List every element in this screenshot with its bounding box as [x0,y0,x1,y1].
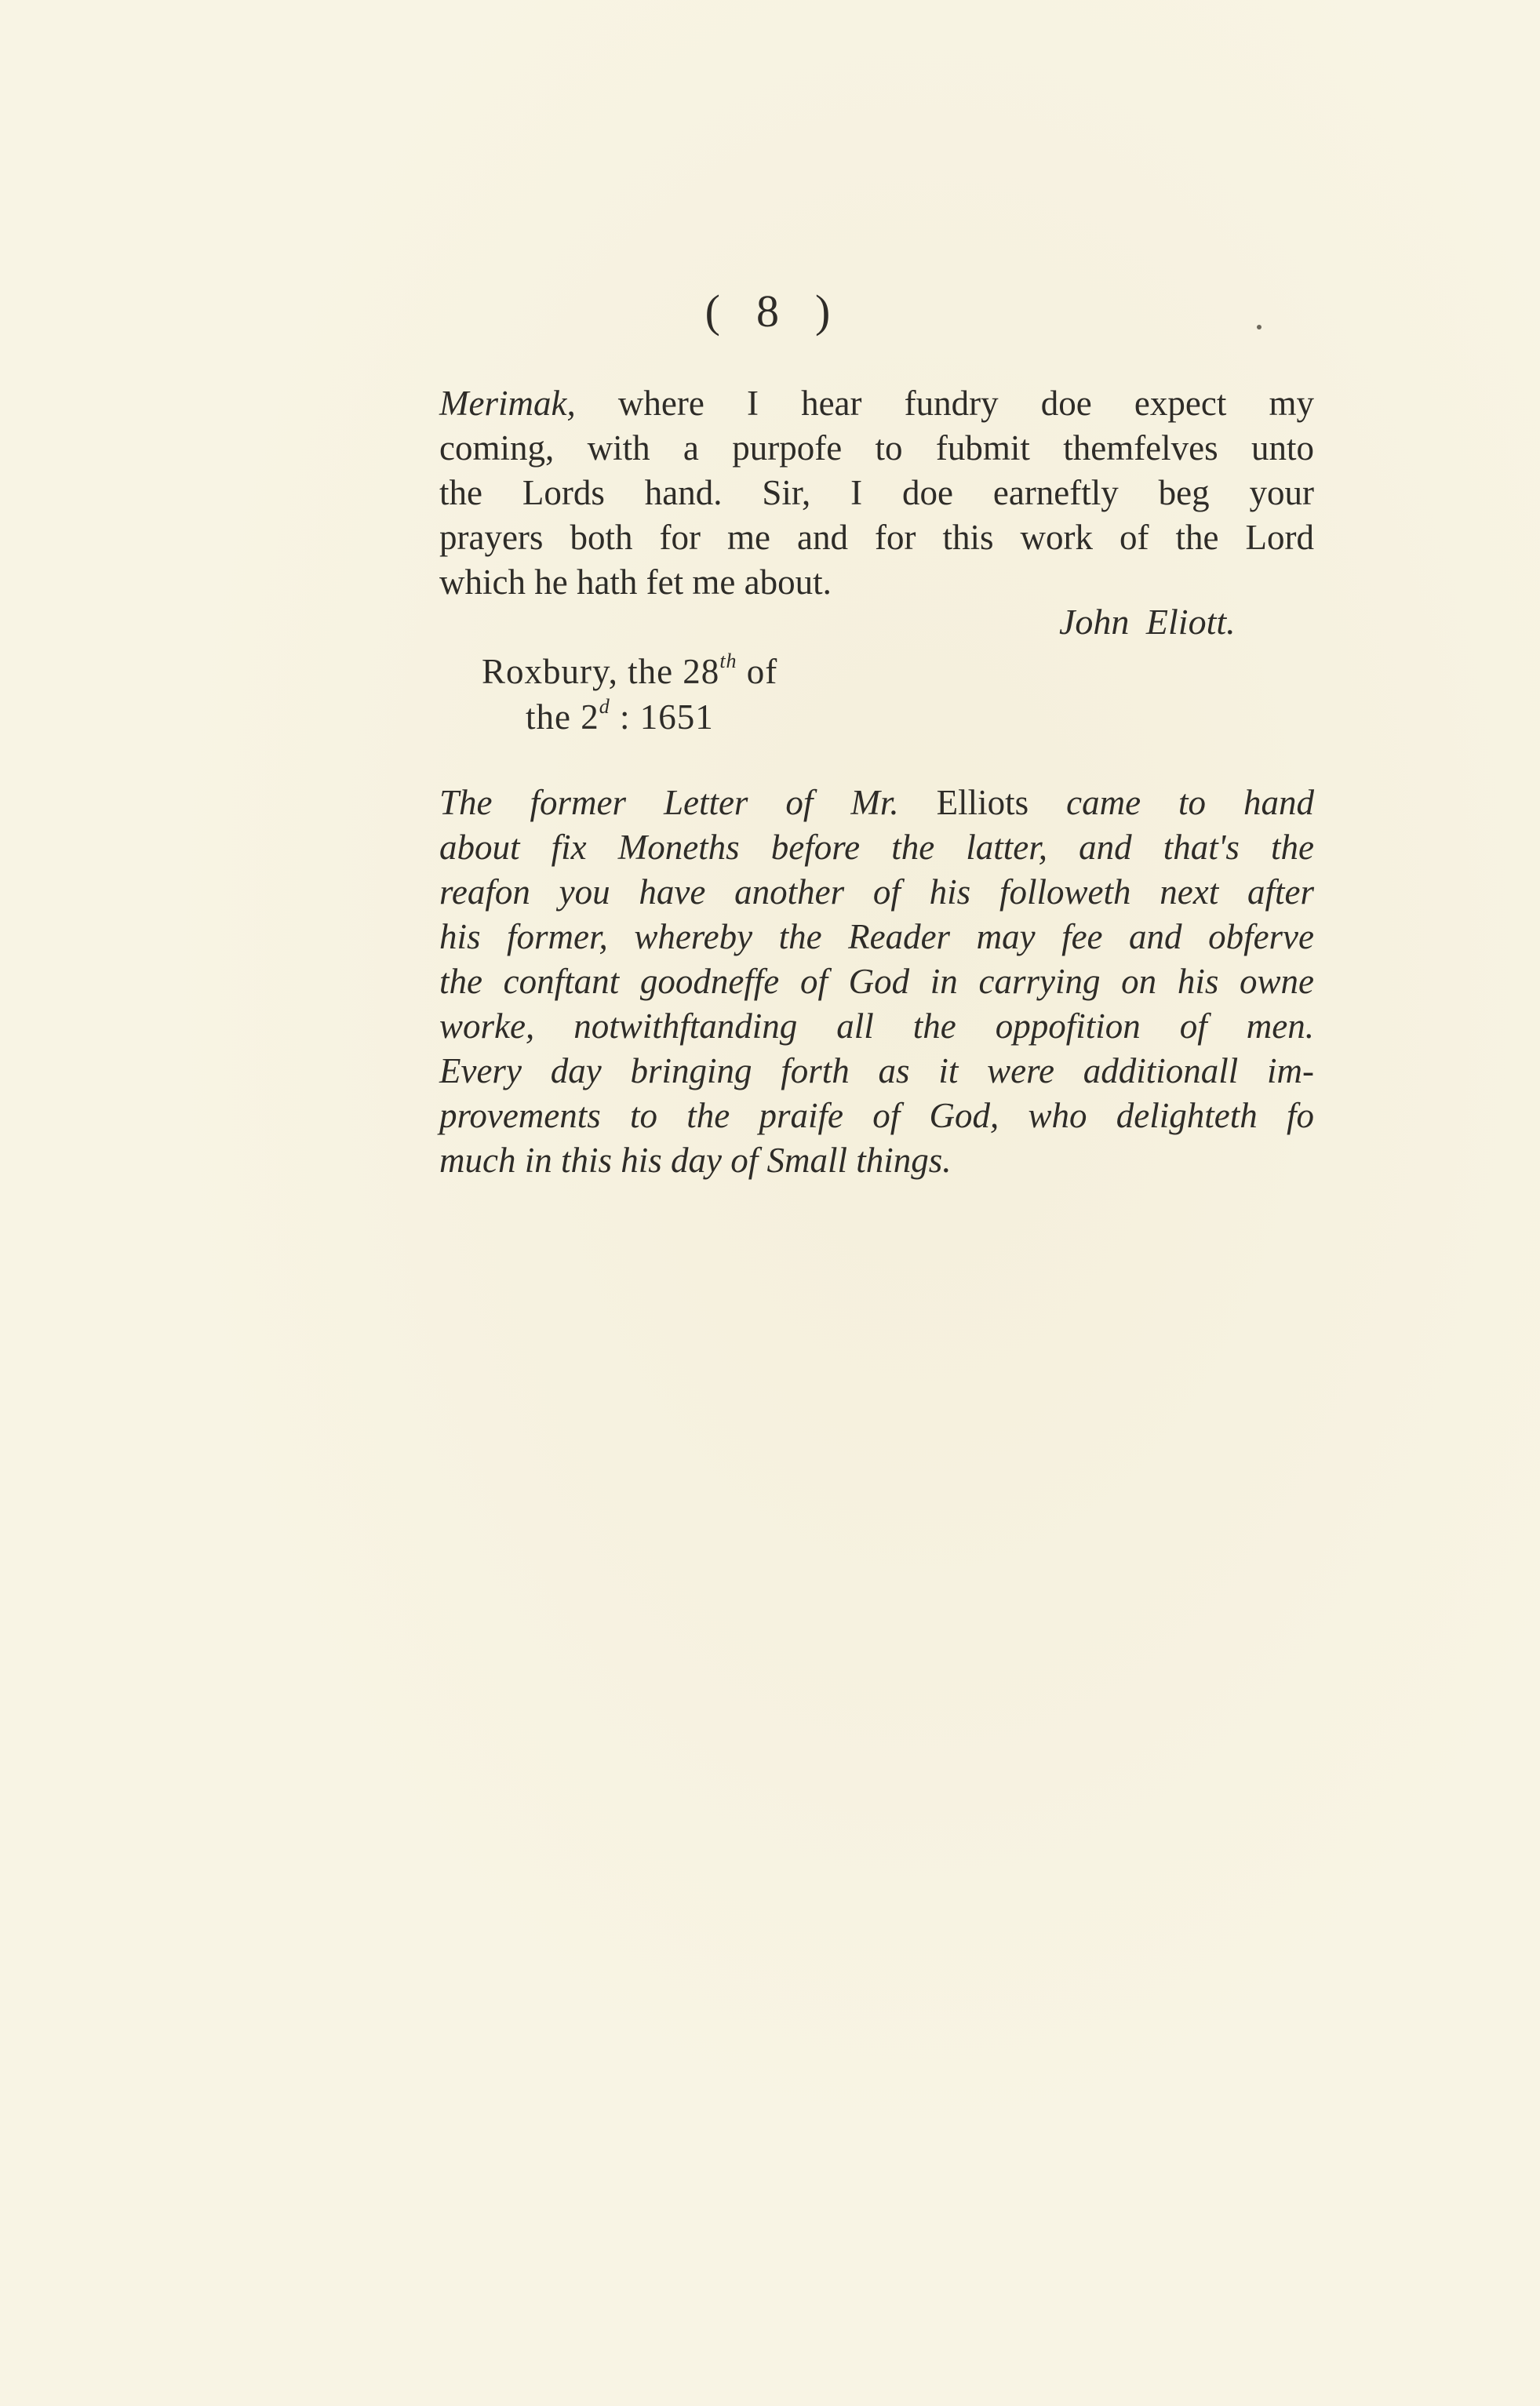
dateline-line-2 [526,697,714,735]
editorial-line [439,1049,1314,1094]
letter-line-text: where I hear fundry doe expect my [575,384,1314,423]
editorial-text-italic: provements to the praife of God, who delighteth fo [439,1096,1314,1135]
dateline-of: of [737,652,778,691]
editorial-line [439,915,1314,959]
editorial-line [439,870,1314,915]
editorial-text-italic: came to hand [1028,783,1315,822]
page-number-value: 8 [756,286,784,337]
page-number-close-paren: ) [815,286,836,337]
letter-line [439,381,1314,426]
editorial-note [439,781,1314,1183]
editorial-line [439,1094,1314,1138]
letter-line: coming, with a purpofe to fubmit themfelves unto [439,428,1314,468]
editorial-text-italic: the conftant goodneffe of God in carrying on his owne [439,962,1314,1001]
editorial-text-italic: his former, whereby the Reader may fee and obferve [439,917,1314,956]
dateline-line-1 [482,651,777,690]
dateline-place: Roxbury, the 28 [482,652,720,691]
editorial-text-italic: reafon you have another of his followeth next after [439,872,1314,912]
dateline-ordinal: d [599,695,610,718]
editorial-text-italic: The former Letter of Mr. [439,783,937,822]
letter-continuation [439,381,1314,605]
letter-line-italic: Merimak, [439,384,576,423]
dateline-ordinal: th [719,650,737,672]
editorial-line [439,959,1314,1004]
dateline-month: the 2 [526,697,599,737]
editorial-line [439,1004,1314,1049]
editorial-line [439,781,1314,825]
editorial-text-italic: much in this his day of Small things. [439,1141,952,1180]
letter-line: prayers both for me and for this work of the Lord [439,518,1314,557]
editorial-line [439,825,1314,870]
editorial-text-italic: Every day bringing forth as it were additionall im- [439,1051,1314,1090]
letter-line: the Lords hand. Sir, I doe earneftly beg your [439,473,1314,512]
signature: John Eliott. [1059,602,1236,642]
editorial-text-roman: Elliots [936,783,1029,822]
editorial-line [439,1138,1314,1183]
ink-speck [1257,325,1261,329]
page-number-open-paren: ( [704,286,725,337]
page-number [0,286,1540,337]
editorial-text-italic: about fix Moneths before the latter, and that's the [439,828,1314,867]
editorial-text-italic: worke, notwithftanding all the oppofition of men. [439,1006,1314,1046]
dateline-year: : 1651 [610,697,714,737]
letter-line: which he hath fet me about. [439,562,832,602]
